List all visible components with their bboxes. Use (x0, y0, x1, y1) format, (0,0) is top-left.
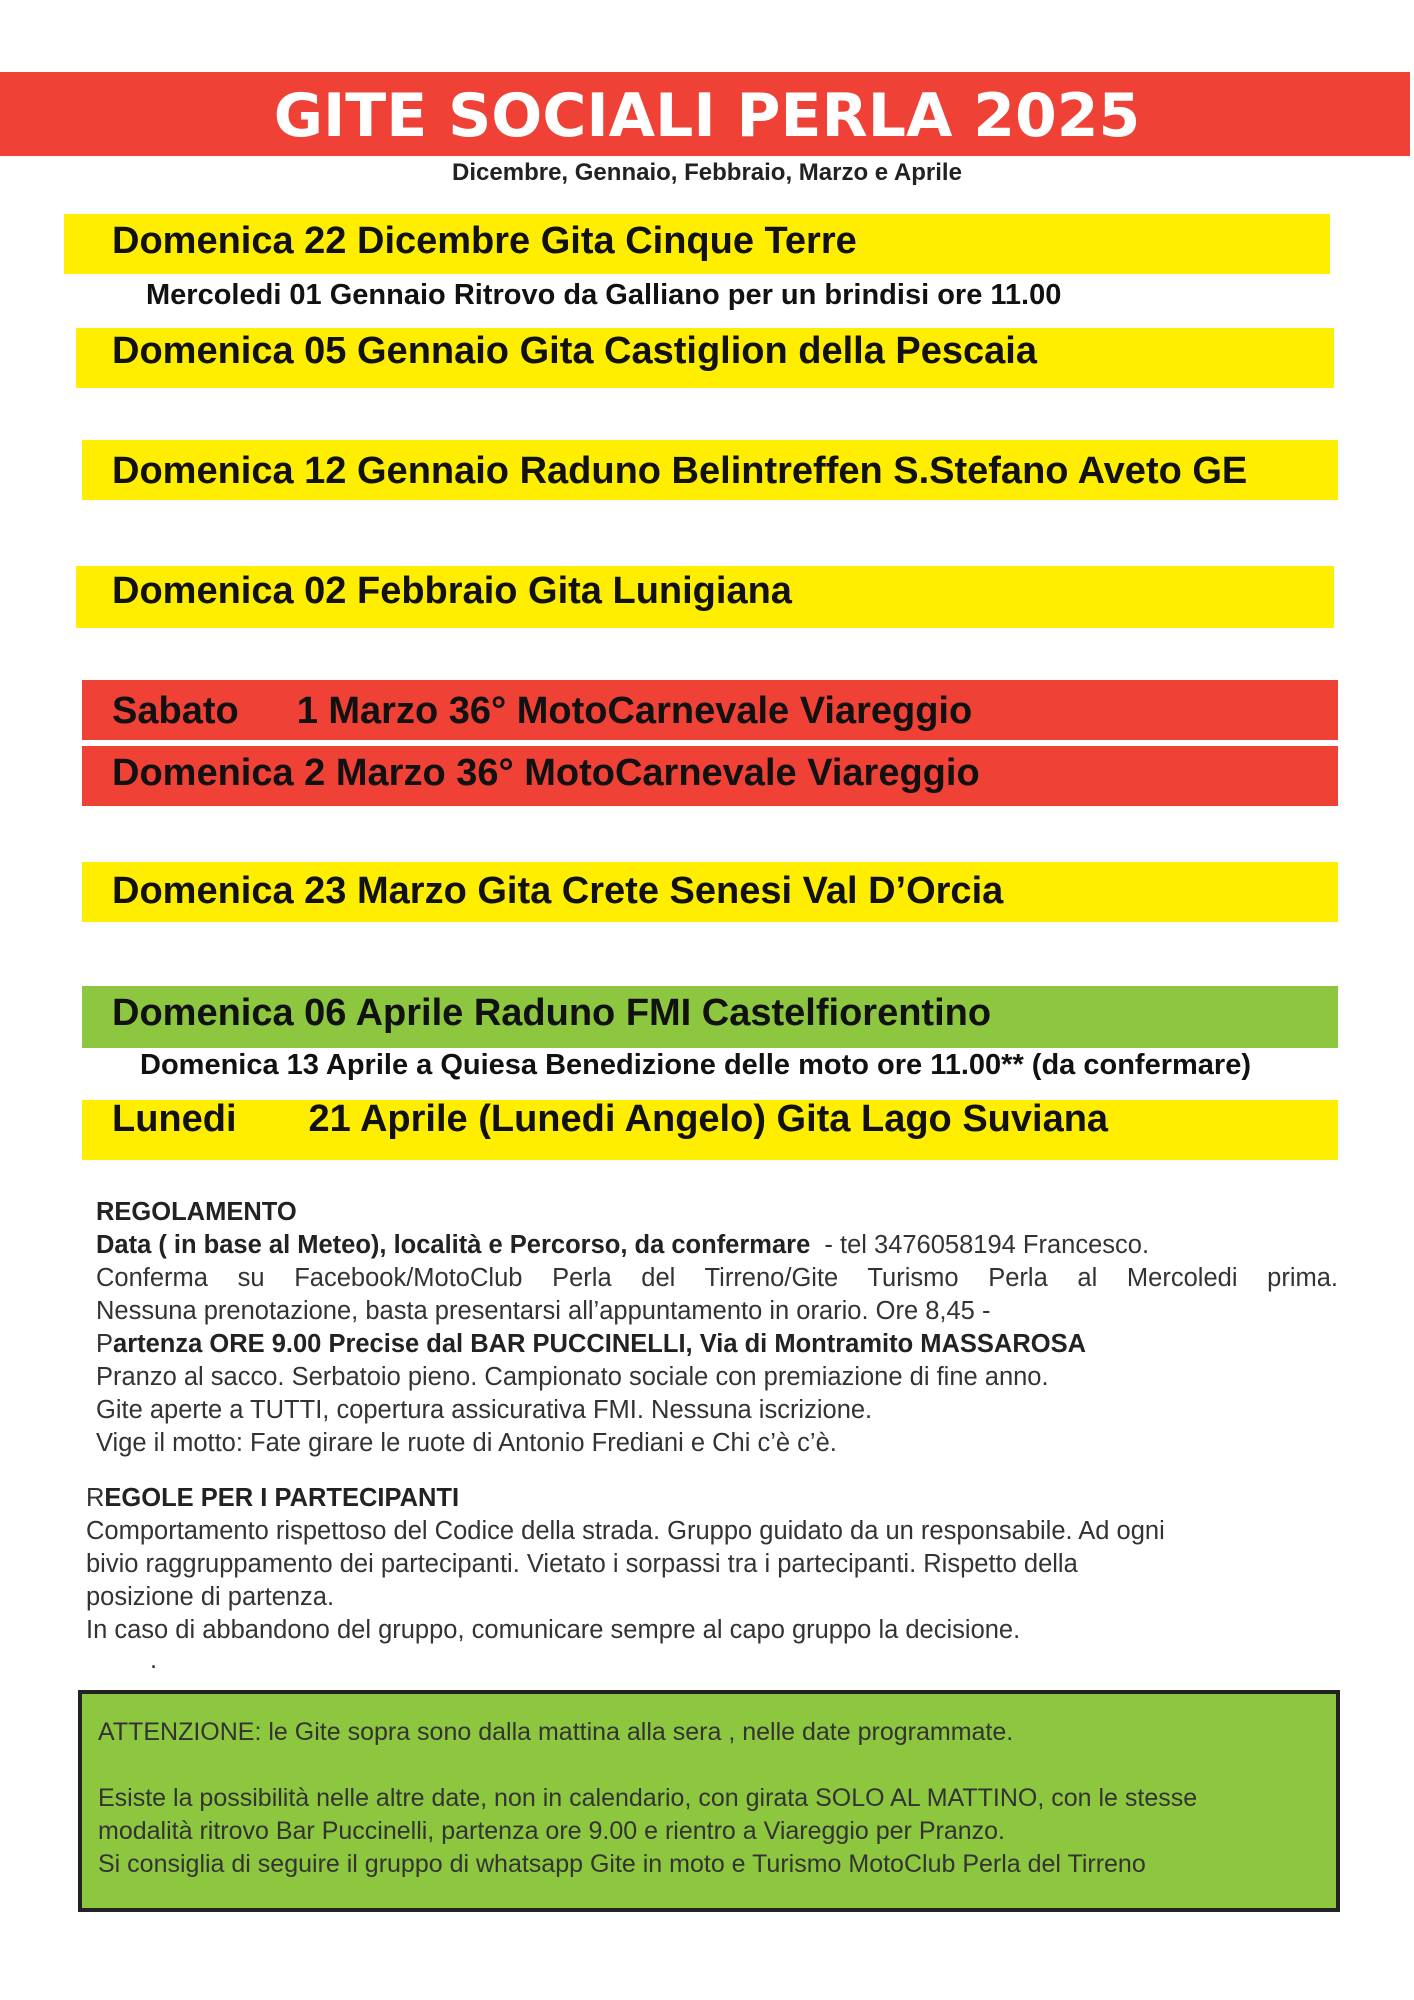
regole-line: Comportamento rispettoso del Codice della strada. Gruppo guidato da un responsabile. Ad ogni (86, 1517, 1165, 1545)
regolamento-line: Nessuna prenotazione, basta presentarsi all’appuntamento in orario. Ore 8,45 - (96, 1297, 991, 1325)
attenzione-line: Si consiglia di seguire il gruppo di whatsapp Gite in moto e Turismo MotoClub Perla del Tirreno (98, 1850, 1146, 1878)
event-item (112, 1096, 1108, 1142)
page-subtitle: Dicembre, Gennaio, Febbraio, Marzo e Aprile (452, 159, 962, 186)
regolamento-line: Partenza ORE 9.00 Precise dal BAR PUCCINELLI, Via di Montramito MASSAROSA (96, 1330, 1087, 1358)
regolamento-line: Data ( in base al Meteo), località e Percorso, da confermare - tel 3476058194 Francesco. (96, 1231, 1150, 1259)
regolamento-section (96, 1196, 1338, 1460)
event-day: Lunedi (112, 1098, 237, 1140)
attenzione-line: ATTENZIONE: le Gite sopra sono dalla mattina alla sera , nelle date programmate. (98, 1718, 1014, 1746)
attenzione-line: Esiste la possibilità nelle altre date, non in calendario, con girata SOLO AL MATTINO, con le stesse (98, 1784, 1198, 1812)
regolamento-line: Pranzo al sacco. Serbatoio pieno. Campionato sociale con premiazione di fine anno. (96, 1363, 1049, 1391)
event-item: Domenica 06 Aprile Raduno FMI Castelfiorentino (112, 992, 992, 1034)
event-text: 21 Aprile (Lunedi Angelo) Gita Lago Suviana (308, 1098, 1109, 1140)
event-item: Domenica 13 Aprile a Quiesa Benedizione delle moto ore 11.00** (da confermare) (140, 1049, 1251, 1081)
regole-line: posizione di partenza. (86, 1583, 335, 1611)
regole-section (86, 1482, 1346, 1673)
event-item: Domenica 05 Gennaio Gita Castiglion della Pescaia (112, 330, 1037, 372)
event-day: Sabato (112, 690, 239, 732)
page-title: GITE SOCIALI PERLA 2025 (273, 81, 1141, 151)
event-item: Domenica 22 Dicembre Gita Cinque Terre (112, 220, 857, 262)
regole-dot: . (150, 1646, 158, 1674)
event-item (112, 688, 972, 734)
regole-line: bivio raggruppamento dei partecipanti. Vietato i sorpassi tra i partecipanti. Rispetto della (86, 1550, 1078, 1578)
event-item: Mercoledi 01 Gennaio Ritrovo da Galliano per un brindisi ore 11.00 (146, 279, 1062, 311)
attenzione-box (78, 1690, 1340, 1912)
attenzione-line: modalità ritrovo Bar Puccinelli, partenza ore 9.00 e rientro a Viareggio per Pranzo. (98, 1817, 1005, 1845)
regole-heading: REGOLE PER I PARTECIPANTI (86, 1484, 460, 1512)
regolamento-line: Gite aperte a TUTTI, copertura assicurativa FMI. Nessuna iscrizione. (96, 1396, 873, 1424)
event-item: Domenica 23 Marzo Gita Crete Senesi Val D’Orcia (112, 870, 1004, 912)
regolamento-line: Conferma su Facebook/MotoClub Perla del Tirreno/Gite Turismo Perla al Mercoledi prima. (96, 1264, 1338, 1292)
event-item: Domenica 02 Febbraio Gita Lunigiana (112, 570, 792, 612)
event-item: Domenica 12 Gennaio Raduno Belintreffen S.Stefano Aveto GE (112, 450, 1248, 492)
event-item: Domenica 2 Marzo 36° MotoCarnevale Viareggio (112, 752, 980, 794)
regolamento-heading: REGOLAMENTO (96, 1198, 297, 1226)
regole-line: In caso di abbandono del gruppo, comunicare sempre al capo gruppo la decisione. (86, 1616, 1021, 1644)
event-text: 1 Marzo 36° MotoCarnevale Viareggio (296, 690, 973, 732)
regolamento-line: Vige il motto: Fate girare le ruote di Antonio Frediani e Chi c’è c’è. (96, 1429, 837, 1457)
